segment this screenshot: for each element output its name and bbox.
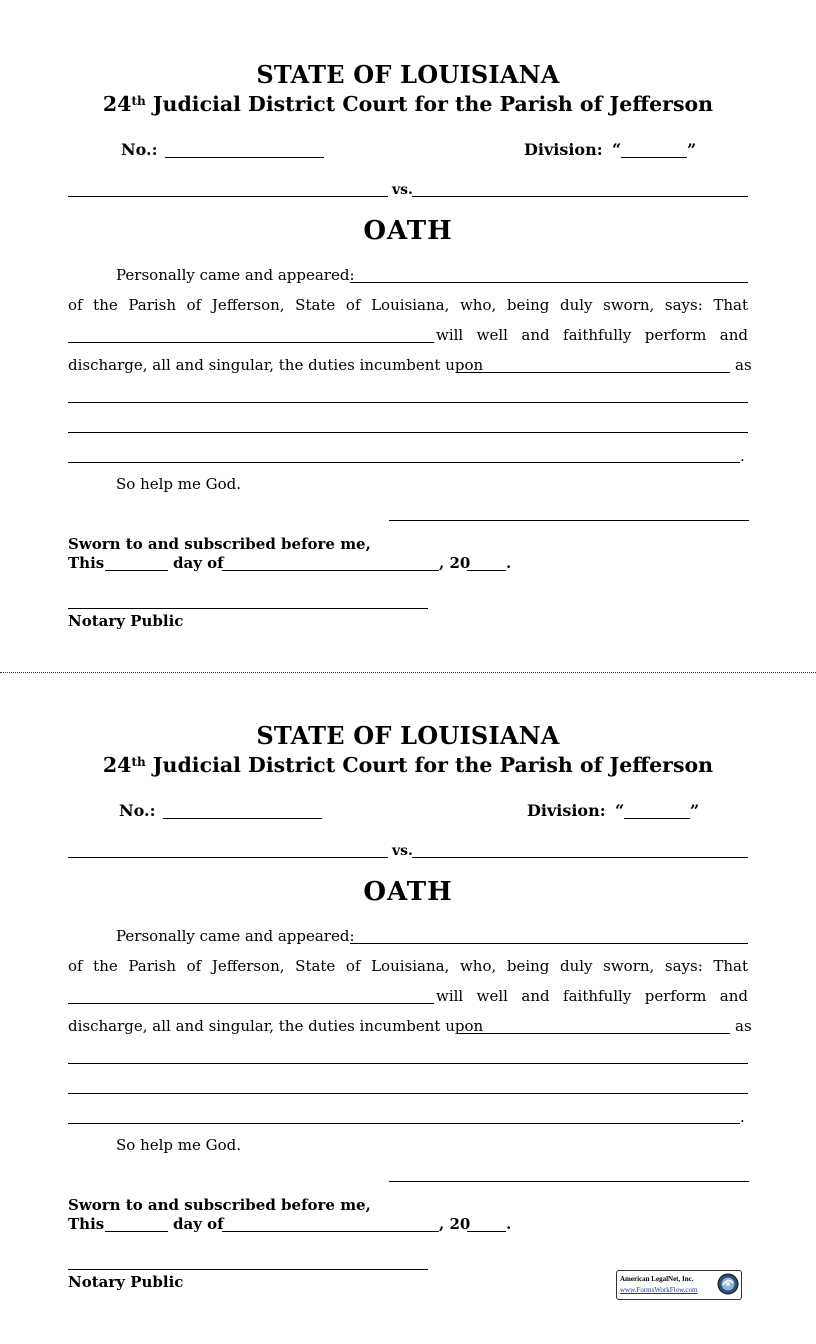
division-open-quote: “ — [615, 801, 625, 820]
sworn-text: Sworn to and subscribed before me, — [68, 1196, 371, 1214]
affiant-name-field[interactable] — [68, 1003, 434, 1004]
year-label: , 20 — [439, 554, 471, 572]
this-label: This — [68, 554, 105, 572]
duties-period: . — [740, 447, 745, 465]
oath-title: OATH — [363, 877, 453, 907]
year-label: , 20 — [439, 1215, 471, 1233]
sworn-end: . — [506, 554, 512, 572]
plaintiff-field[interactable] — [68, 196, 388, 197]
affiant-signature-line[interactable] — [389, 520, 749, 521]
duties-line-1[interactable] — [68, 1063, 748, 1064]
day-field[interactable] — [105, 570, 168, 571]
division-label: Division: — [524, 140, 603, 159]
oath-form-bottom — [0, 661, 816, 1321]
duties-period: . — [740, 1108, 745, 1126]
oath-line-2: of the Parish of Jefferson, State of Louisiana, who, being duly sworn, says: That — [68, 957, 748, 975]
year-field[interactable] — [467, 1231, 506, 1232]
year-field[interactable] — [467, 570, 506, 571]
division-field[interactable] — [624, 818, 690, 819]
court-title — [0, 753, 816, 777]
day-of-label: day of — [173, 554, 224, 572]
appeared-label: Personally came and appeared: — [116, 927, 355, 945]
court-name: Judicial District Court for the Parish of Jefferson — [152, 753, 714, 777]
day-field[interactable] — [105, 1231, 168, 1232]
sworn-text: Sworn to and subscribed before me, — [68, 535, 371, 553]
oath-title: OATH — [363, 216, 453, 246]
month-field[interactable] — [222, 570, 439, 571]
duties-line-1[interactable] — [68, 402, 748, 403]
oath-form-top — [0, 0, 816, 660]
notary-label: Notary Public — [68, 612, 184, 630]
division-close-quote: ” — [690, 801, 700, 820]
case-number-field[interactable] — [163, 818, 322, 819]
defendant-field[interactable] — [412, 857, 748, 858]
state-title: STATE OF LOUISIANA — [256, 60, 560, 89]
defendant-field[interactable] — [412, 196, 748, 197]
vs-label: vs. — [392, 843, 413, 859]
division-label: Division: — [527, 801, 606, 820]
sworn-end: . — [506, 1215, 512, 1233]
duties-line-2[interactable] — [68, 432, 748, 433]
division-close-quote: ” — [687, 140, 697, 159]
oath-line-3: will well and faithfully perform and — [436, 987, 748, 1005]
plaintiff-field[interactable] — [68, 857, 388, 858]
vs-label: vs. — [392, 182, 413, 198]
court-name: Judicial District Court for the Parish of Jefferson — [152, 92, 714, 116]
appeared-label: Personally came and appeared: — [116, 266, 355, 284]
duties-line-3[interactable] — [68, 462, 740, 463]
district-number: 24 — [102, 92, 132, 116]
case-number-field[interactable] — [165, 157, 324, 158]
case-number-label: No.: — [121, 140, 158, 159]
division-field[interactable] — [621, 157, 687, 158]
office-field[interactable] — [458, 1033, 730, 1034]
oath-line-2: of the Parish of Jefferson, State of Louisiana, who, being duly sworn, says: That — [68, 296, 748, 314]
office-field[interactable] — [458, 372, 730, 373]
day-of-label: day of — [173, 1215, 224, 1233]
oath-line-3: will well and faithfully perform and — [436, 326, 748, 344]
month-field[interactable] — [222, 1231, 439, 1232]
division-open-quote: “ — [612, 140, 622, 159]
court-title — [0, 92, 816, 116]
brand-name: American LegalNet, Inc. — [620, 1275, 694, 1283]
district-suffix: th — [131, 755, 146, 769]
appeared-name-field[interactable] — [350, 943, 748, 944]
oath-line-4-end: as — [735, 1017, 752, 1035]
oath-line-4-start: discharge, all and singular, the duties incumbent upon — [68, 1017, 484, 1035]
oath-line-4-end: as — [735, 356, 752, 374]
oath-line-4-start: discharge, all and singular, the duties incumbent upon — [68, 356, 484, 374]
brand-badge[interactable] — [616, 1270, 742, 1300]
district-suffix: th — [131, 94, 146, 108]
appeared-name-field[interactable] — [350, 282, 748, 283]
district-number: 24 — [102, 753, 132, 777]
closing-text: So help me God. — [116, 1136, 242, 1154]
affiant-name-field[interactable] — [68, 342, 434, 343]
notary-signature-line[interactable] — [68, 1269, 428, 1270]
state-title: STATE OF LOUISIANA — [256, 721, 560, 750]
notary-label: Notary Public — [68, 1273, 184, 1291]
notary-signature-line[interactable] — [68, 608, 428, 609]
globe-icon — [717, 1273, 739, 1295]
duties-line-3[interactable] — [68, 1123, 740, 1124]
this-label: This — [68, 1215, 105, 1233]
duties-line-2[interactable] — [68, 1093, 748, 1094]
case-number-label: No.: — [119, 801, 156, 820]
brand-url-link[interactable]: www.FormsWorkFlow.com — [620, 1286, 698, 1294]
affiant-signature-line[interactable] — [389, 1181, 749, 1182]
closing-text: So help me God. — [116, 475, 242, 493]
